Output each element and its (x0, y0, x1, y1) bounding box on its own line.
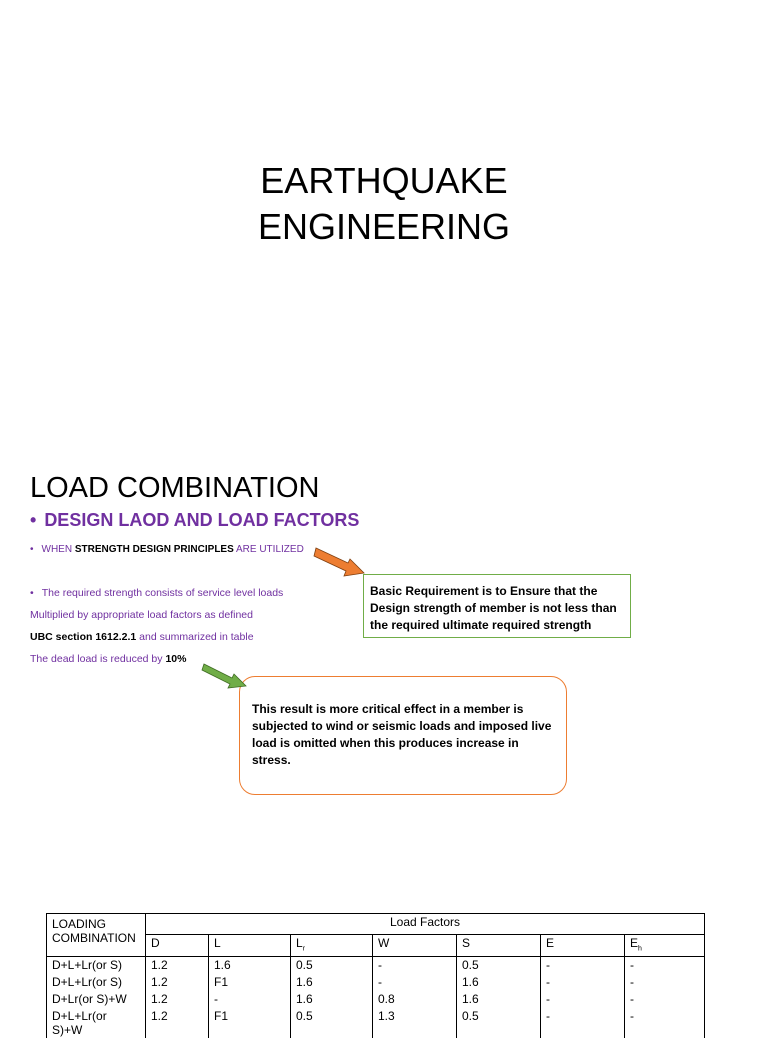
table-row (47, 957, 705, 975)
bullet-icon: • (30, 587, 34, 599)
factor-cell: - (373, 957, 457, 975)
factor-cell: F1 (209, 1008, 291, 1038)
factor-cell: F1 (209, 974, 291, 991)
combo-cell: D+L+Lr(or S) (47, 974, 146, 991)
factor-cell: - (373, 974, 457, 991)
factor-cell: 1.2 (146, 957, 209, 975)
factor-cell: 0.5 (457, 957, 541, 975)
orange-callout-box: This result is more critical effect in a member is subjected to wind or seismic loads and imposed live load is omitted when this produces increase in stress. (239, 676, 567, 795)
factor-cell: 0.5 (457, 1008, 541, 1038)
factor-cell: 0.5 (291, 1008, 373, 1038)
factor-cell: - (625, 957, 705, 975)
combo-header: LOADING COMBINATION (47, 914, 146, 957)
factor-cell: 1.3 (373, 1008, 457, 1038)
column-header: $E_h$ (625, 934, 705, 956)
factor-cell: - (541, 1008, 625, 1038)
column-header: W (373, 934, 457, 956)
when-bold: STRENGTH DESIGN PRINCIPLES (74, 544, 234, 555)
reduction-percent: 10% (165, 653, 187, 665)
factor-cell: 1.6 (291, 991, 373, 1008)
table-row (47, 991, 705, 1008)
factor-cell: 1.6 (291, 974, 373, 991)
factor-cell: - (541, 974, 625, 991)
column-header: S (457, 934, 541, 956)
factor-cell: 1.2 (146, 1008, 209, 1038)
column-header: $L_r$ (291, 934, 373, 956)
factor-cell: 1.6 (457, 991, 541, 1008)
factor-cell: 1.2 (146, 991, 209, 1008)
factors-header: Load Factors (146, 914, 705, 935)
column-header: D (146, 934, 209, 956)
factor-cell: - (541, 991, 625, 1008)
bullet-icon: • (30, 510, 37, 530)
table-row (47, 974, 705, 991)
factor-cell: 0.5 (291, 957, 373, 975)
factor-cell: 1.2 (146, 974, 209, 991)
factor-cell: 1.6 (457, 974, 541, 991)
subheading-text: DESIGN LAOD AND LOAD FACTORS (44, 510, 360, 530)
req-line-3-rest: and summarized in table (139, 631, 254, 643)
when-prefix: WHEN (41, 544, 73, 555)
when-suffix: ARE UTILIZED (236, 544, 304, 555)
title-line-1: EARTHQUAKE (260, 160, 508, 201)
req-line-1-text: The required strength consists of service level loads (41, 587, 284, 599)
table-row (47, 1008, 705, 1038)
bullet-icon: • (30, 544, 34, 555)
load-factors-table (46, 913, 705, 1038)
title-line-2: ENGINEERING (257, 206, 511, 247)
green-arrow-icon (202, 664, 246, 688)
ubc-section: UBC section 1612.2.1 (30, 631, 137, 643)
section-heading: LOAD COMBINATION (30, 472, 320, 504)
requirement-line-2: Multiplied by appropriate load factors as defined (30, 609, 253, 621)
factor-cell: - (209, 991, 291, 1008)
combo-cell: D+L+Lr(or S)+W (47, 1008, 146, 1038)
orange-arrow-icon (314, 548, 364, 576)
green-callout-box: Basic Requirement is to Ensure that the Design strength of member is not less than the required ultimate required strength (363, 574, 631, 638)
factor-cell: 0.8 (373, 991, 457, 1008)
factor-cell: - (625, 1008, 705, 1038)
req-line-4-prefix: The dead load is reduced by (30, 653, 163, 665)
combo-cell: D+Lr(or S)+W (47, 991, 146, 1008)
combo-cell: D+L+Lr(or S) (47, 957, 146, 975)
factor-cell: - (541, 957, 625, 975)
factor-cell: - (625, 991, 705, 1008)
factor-cell: 1.6 (209, 957, 291, 975)
column-header: L (209, 934, 291, 956)
column-header: E (541, 934, 625, 956)
factor-cell: - (625, 974, 705, 991)
